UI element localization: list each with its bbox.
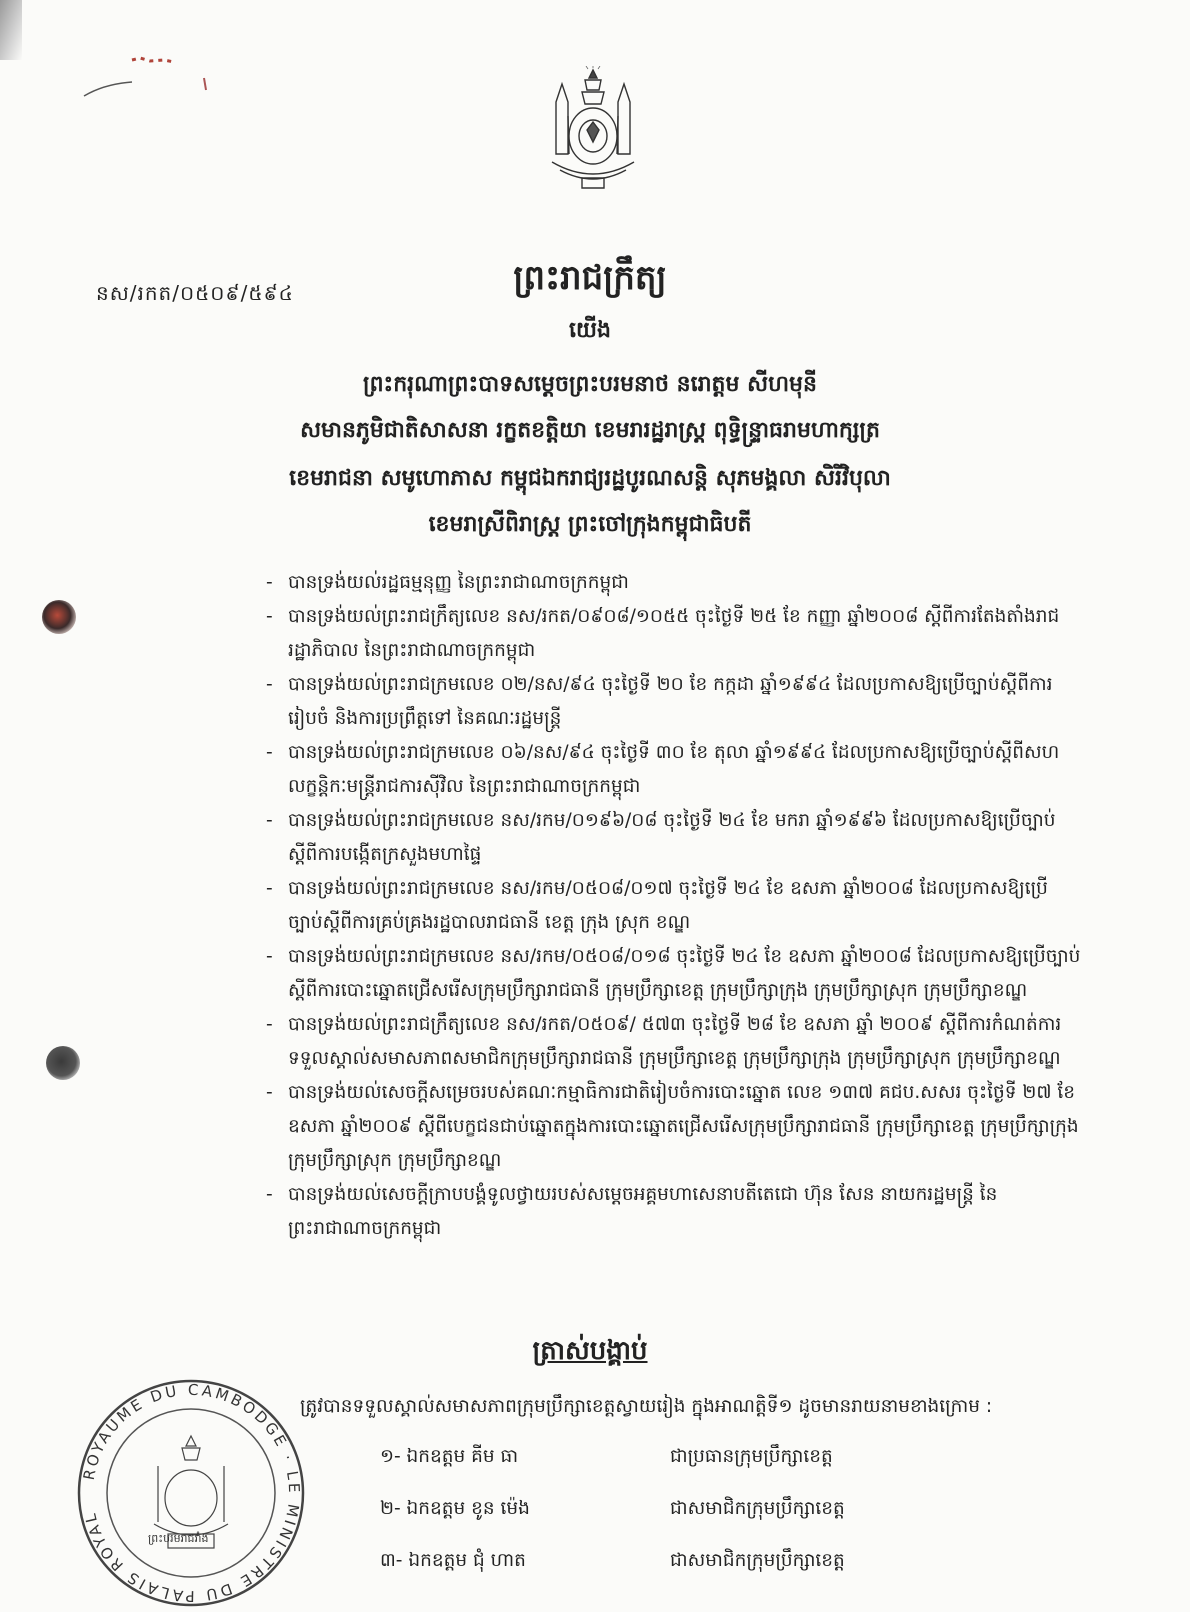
royal-emblem-icon — [538, 66, 648, 194]
considerations-list — [262, 566, 1082, 1246]
list-item: - បានទ្រង់យល់សេចក្ដីក្រាបបង្គំទូលថ្វាយរបស់សម្ដេចអគ្គមហាសេនាបតីតេជោ ហ៊ុន សែន នាយករដ្ឋមន្ត្រី នៃព្រះរាជាណាចក្រកម្ពុជា — [262, 1178, 1082, 1246]
we-heading: យើង — [569, 318, 611, 343]
king-title-line-3: ខេមរាជនា សមូហោភាស កម្ពុជឯករាជ្យរដ្ឋបូរណសន្តិ សុភមង្គលា សិរីវិបុលា — [289, 466, 891, 491]
king-title-line-2: សមានភូមិជាតិសាសនា រក្ខតខត្តិយា ខេមរារដ្ឋរាស្ត្រ ពុទ្ធិន្ទ្រាធរាមហាក្សត្រ — [300, 418, 880, 443]
list-item: - បានទ្រង់យល់ព្រះរាជក្រមលេខ នស/រកម/០៥០៨/០១៨ ចុះថ្ងៃទី ២៤ ខែ ឧសភា ឆ្នាំ២០០៨ ដែលប្រកាសឱ្យប្រើច្បាប់ស្ដីពីការបោះឆ្នោតជ្រើសរើសក្រុមប្រឹក្សារាជធានី ក្រុមប្រឹក្សាខេត្ត ក្រុមប្រឹក្សាក្រុង ក្រុមប្រឹក្សាស្រុក ក្រុមប្រឹក្សាខណ្ឌ — [262, 940, 1082, 1008]
member-role: ជាសមាជិកក្រុមប្រឹក្សាខេត្ត — [670, 1549, 845, 1571]
list-item: - បានទ្រង់យល់ព្រះរាជក្រមលេខ នស/រកម/០៥០៨/០១៧ ចុះថ្ងៃទី ២៤ ខែ ឧសភា ឆ្នាំ២០០៨ ដែលប្រកាសឱ្យប្រើច្បាប់ស្ដីពីការគ្រប់គ្រងរដ្ឋបាលរាជធានី ខេត្ត ក្រុង ស្រុក ខណ្ឌ — [262, 872, 1082, 940]
punch-hole-top — [42, 600, 76, 634]
list-item: - បានទ្រង់យល់ព្រះរាជក្រមលេខ ០២/នស/៩៤ ចុះថ្ងៃទី ២០ ខែ កក្កដា ឆ្នាំ១៩៩៤ ដែលប្រកាសឱ្យប្រើច្បាប់ស្ដីពីការរៀបចំ និងការប្រព្រឹត្តទៅ នៃគណៈរដ្ឋមន្ត្រី — [262, 668, 1082, 736]
list-item: - បានទ្រង់យល់ព្រះរាជក្រមលេខ ០៦/នស/៩៤ ចុះថ្ងៃទី ៣០ ខែ តុលា ឆ្នាំ១៩៩៤ ដែលប្រកាសឱ្យប្រើច្បាប់ស្ដីពីសហលក្ខន្តិកៈមន្ត្រីរាជការស៊ីវិល នៃព្រះរាជាណាចក្រកម្ពុជា — [262, 736, 1082, 804]
page-title: ព្រះរាជក្រឹត្យ — [513, 258, 667, 298]
seal-inner-text: ព្រះបរមរាជវាំង — [148, 1532, 209, 1545]
member-name: ២- ឯកឧត្តម ខូន ម៉េង — [380, 1497, 530, 1519]
member-name: ១- ឯកឧត្តម គីម ធា — [380, 1445, 519, 1467]
member-list — [380, 1432, 940, 1588]
punch-hole-bottom — [46, 1046, 80, 1080]
member-row — [380, 1432, 940, 1484]
ink-smudge — [82, 48, 212, 108]
royal-palace-seal-icon — [72, 1374, 310, 1612]
king-title-line-4: ខេមរាស្រីពិរាស្ត្រ ព្រះចៅក្រុងកម្ពុជាធិបតី — [428, 512, 752, 537]
svg-text:ROYAUME DU CAMBODGE · LE MINIS: ROYAUME DU CAMBODGE · LE MINISTRE DU PALAIS ROYAL — [79, 1380, 304, 1606]
reference-number: នស/រកត/០៥០៩/៥៩៤ — [96, 281, 294, 305]
king-title-line-1: ព្រះករុណាព្រះបាទសម្ដេចព្រះបរមនាថ នរោត្តម សីហមុនី — [363, 372, 817, 397]
article-1-text: ត្រូវបានទទួលស្គាល់សមាសភាពក្រុមប្រឹក្សាខេត្តស្វាយរៀង ក្នុងអាណត្តិទី១ ដូចមានរាយនាមខាងក្រោម : — [300, 1396, 993, 1417]
list-item: - បានទ្រង់យល់ព្រះរាជក្រឹត្យលេខ នស/រកត/០៩០៨/១០៥៥ ចុះថ្ងៃទី ២៥ ខែ កញ្ញា ឆ្នាំ២០០៨ ស្ដីពីការតែងតាំងរាជរដ្ឋាភិបាល នៃព្រះរាជាណាចក្រកម្ពុជា — [262, 600, 1082, 668]
scan-corner-shadow — [0, 0, 22, 60]
member-row — [380, 1484, 940, 1536]
decision-heading: ត្រាស់បង្គាប់ — [532, 1336, 648, 1366]
member-role: ជាសមាជិកក្រុមប្រឹក្សាខេត្ត — [670, 1497, 845, 1519]
member-name: ៣- ឯកឧត្តម ជុំ ហាត — [380, 1549, 526, 1571]
member-row — [380, 1536, 940, 1588]
list-item: - បានទ្រង់យល់រដ្ឋធម្មនុញ្ញ នៃព្រះរាជាណាចក្រកម្ពុជា — [262, 566, 1082, 600]
list-item: - បានទ្រង់យល់ព្រះរាជក្រឹត្យលេខ នស/រកត/០៥០៩/ ៥៧៣ ចុះថ្ងៃទី ២៨ ខែ ឧសភា ឆ្នាំ ២០០៩ ស្ដីពីការកំណត់ការទទួលស្គាល់សមាសភាពសមាជិកក្រុមប្រឹក្សារាជធានី ក្រុមប្រឹក្សាខេត្ត ក្រុមប្រឹក្សាក្រុង ក្រុមប្រឹក្សាស្រុក ក្រុមប្រឹក្សាខណ្ឌ — [262, 1008, 1082, 1076]
list-item: - បានទ្រង់យល់សេចក្ដីសម្រេចរបស់គណៈកម្មាធិការជាតិរៀបចំការបោះឆ្នោត លេខ ១៣៧ គជប.សសរ ចុះថ្ងៃទី ២៧ ខែ ឧសភា ឆ្នាំ២០០៩ ស្ដីពីបេក្ខជនជាប់ឆ្នោតក្នុងការបោះឆ្នោតជ្រើសរើសក្រុមប្រឹក្សារាជធានី ក្រុមប្រឹក្សាខេត្ត ក្រុមប្រឹក្សាក្រុង ក្រុមប្រឹក្សាស្រុក ក្រុមប្រឹក្សាខណ្ឌ — [262, 1076, 1082, 1178]
list-item: - បានទ្រង់យល់ព្រះរាជក្រមលេខ នស/រកម/០១៩៦/០៨ ចុះថ្ងៃទី ២៤ ខែ មករា ឆ្នាំ១៩៩៦ ដែលប្រកាសឱ្យប្រើច្បាប់ស្ដីពីការបង្កើតក្រសួងមហាផ្ទៃ — [262, 804, 1082, 872]
member-role: ជាប្រធានក្រុមប្រឹក្សាខេត្ត — [670, 1445, 833, 1467]
